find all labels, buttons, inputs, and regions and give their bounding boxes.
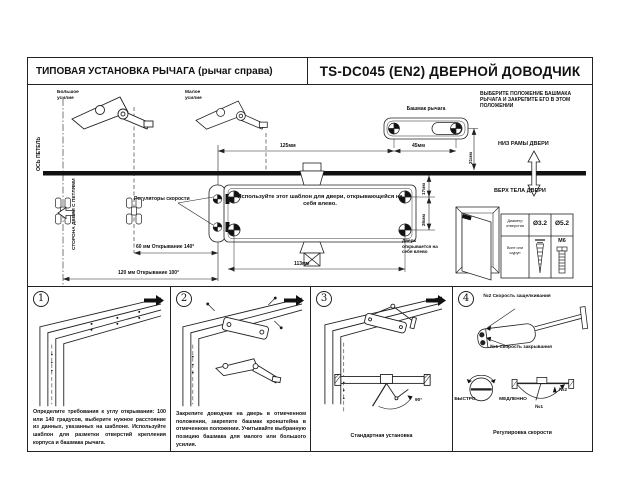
next-step-arrow-icon [284,295,304,306]
closer-body-drawing [476,307,589,349]
arm-shoe-drawing [384,118,468,139]
door-top-label: ВЕРХ ТЕЛА ДВЕРИ [494,188,546,194]
closing-speed-label: №1 Скорость закрывания [490,345,552,350]
table-screw-label: Винт или шуруп [506,246,523,255]
fast-label: БЫСТРО [454,397,476,402]
arm-large-label: Большое усилие [57,90,79,101]
hinge-side-label: СТОРОНА ДВЕРИ С ПЕТЛЯМИ [72,178,77,250]
step-2-panel [171,287,311,451]
step-number: 4 [458,291,474,307]
arm-small-label: Малое усилие [185,90,202,101]
dim-26mm: 26мм [421,214,426,226]
closer-body-drawing [222,317,269,340]
angle-label: 90° [415,398,423,403]
dim-21mm: 21мм [468,152,473,164]
dim-60mm-opening: 60 мм Открывание 140° [136,244,195,250]
speed-regulators-label: Регуляторы скорости [134,196,190,202]
installed-closer-drawing [364,298,418,335]
valve1-label: №1 [535,405,544,410]
closer-body-template [209,163,416,266]
body-template-note: Используйте этот шаблон для двери, открывающейся на себя влево. [237,194,403,207]
arm-shoe-label: Башмак рычага [406,106,446,112]
instruction-sheet [27,57,593,452]
door-drawing [456,207,499,280]
arm-assembly-drawing [215,353,283,386]
step-caption: Определите требования к углу открывания: 100 или 140 градусов, выберите нужное расстояние из данных, указанных на шаблоне. Используйте шаблон для разметки отверстий крепления корпуса и башмака рычага. [33,409,166,446]
step-1-panel [28,287,171,451]
step4-illustration [453,287,592,451]
step-caption: Регулировка скорости [493,430,552,436]
step-number: 1 [33,291,49,307]
dim-120mm-opening: 120 мм Открывание 100° [118,270,180,276]
step-number: 3 [316,291,332,307]
table-m6-label: М6 [558,238,566,244]
page-title: TS-DC045 (EN2) ДВЕРНОЙ ДОВОДЧИК [319,63,581,79]
plan-view-drawing [335,374,430,409]
hinge-axis-label: ОСЬ ПЕТЕЛЬ [36,136,42,171]
page-subtitle: ТИПОВАЯ УСТАНОВКА РЫЧАГА (рычаг справа) [28,58,308,84]
drill-marks [51,311,140,371]
table-hole-diameter-label: Диаметр отверстия [506,219,524,228]
step-number: 2 [176,291,192,307]
door-opens-note: Дверь открывается на себя влево [402,238,438,254]
step-4-panel [453,287,592,451]
dim-125mm: 125мм [280,143,296,149]
next-step-arrow-icon [426,295,446,306]
next-step-arrow-icon [144,295,164,306]
step-3-panel [311,287,453,451]
frame-bottom-label: НИЗ РАМЫ ДВЕРИ [498,141,549,147]
valve2-label: №2 [559,388,568,393]
installation-steps [28,286,592,451]
step-caption: Закрепите доводчик на дверь в отмеченном положении, закрепите башмак кронштейна в отмеченном положении. Учитывайте выбранную позицию башмака для малого или большого усилия. [176,411,306,448]
step-caption: Стандартная установка [350,433,413,439]
dim-45mm: 45мм [412,143,425,149]
wood-screw-icon [535,240,545,273]
dim-113mm: 113мм [294,261,310,267]
latch-speed-label: №2 Скорость защелкивания [483,294,551,299]
slow-label: МЕДЛЕННО [499,397,527,402]
title-bar [28,58,592,85]
table-dia-3-2: Ø3.2 [532,220,548,227]
mounting-template-area [28,85,592,286]
arm-small-drawing [196,101,267,129]
dim-17mm: 17мм [421,183,426,195]
select-position-note: ВЫБЕРИТЕ ПОЛОЖЕНИЕ БАШМАКА РЫЧАГА И ЗАКРЕПИТЕ ЕГО В ЭТОМ ПОЛОЖЕНИИ [480,91,572,109]
template-drawing [28,85,592,286]
table-dia-5-2: Ø5.2 [554,220,570,227]
step3-illustration [311,287,452,451]
machine-screw-icon [557,247,567,273]
arm-large-drawing [72,97,153,129]
